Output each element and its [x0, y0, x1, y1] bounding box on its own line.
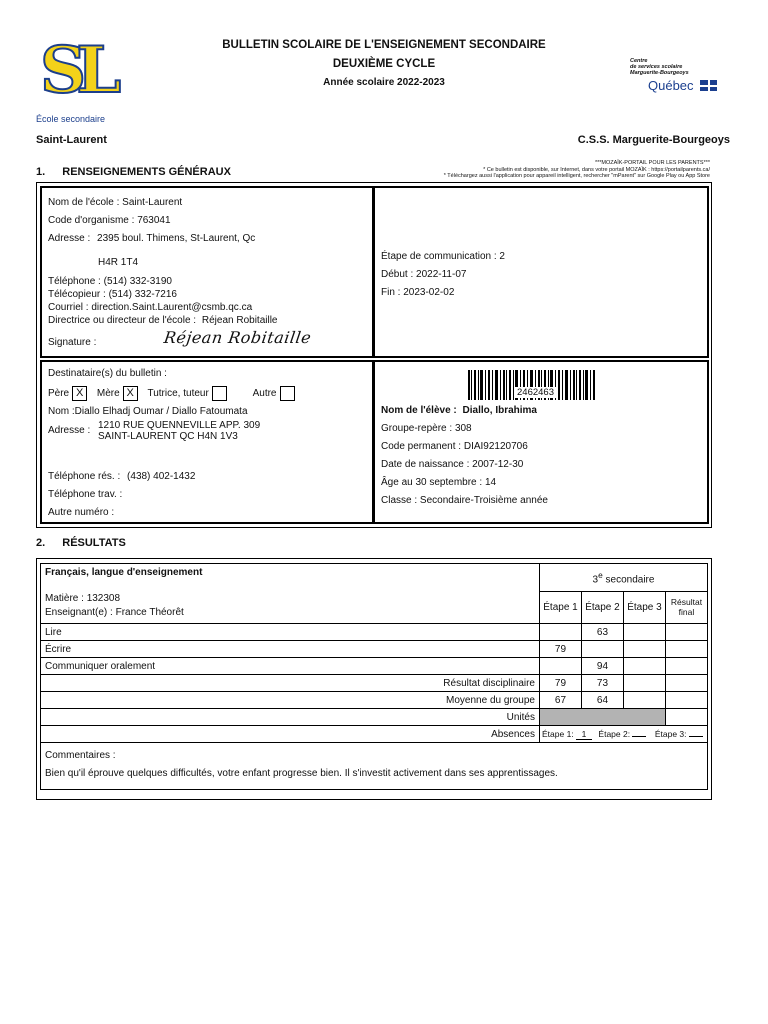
- row-final: [665, 641, 707, 658]
- comments-row: [41, 743, 708, 790]
- tutor-checkbox[interactable]: [212, 386, 227, 401]
- signature-label: Signature :: [48, 337, 97, 348]
- col-header-e2: Étape 2: [581, 591, 623, 623]
- course-row: [45, 592, 535, 606]
- school-logo: [36, 33, 136, 126]
- teacher-label: Enseignant(e) :: [45, 607, 113, 618]
- father-checkbox[interactable]: X: [72, 386, 87, 401]
- school-phone-label: Téléphone :: [48, 276, 101, 287]
- signature-handwritten: Réjean Robitaille: [162, 328, 313, 347]
- col-header-final-line1: Résultat: [670, 597, 703, 608]
- quebec-logo-line3: Marguerite-Bourgeoys: [630, 70, 689, 76]
- row-e3: [623, 658, 665, 675]
- quebec-logo-line2: de services scolaire: [630, 64, 683, 70]
- teacher-row: [45, 606, 535, 620]
- recipient-name: Diallo Elhadj Oumar / Diallo Fatoumata: [74, 406, 248, 417]
- school-phone: (514) 332-3190: [103, 276, 172, 287]
- row-e2: 63: [581, 624, 623, 641]
- section1-number: 1.: [36, 166, 46, 178]
- mother-checkbox[interactable]: X: [123, 386, 138, 401]
- end-label: Fin :: [381, 287, 401, 298]
- school-logo-caption: École secondaire: [36, 114, 106, 124]
- col-header-final: [665, 591, 707, 623]
- quebec-logo-line1: Centre: [630, 58, 648, 64]
- age-label: Âge au 30 septembre :: [381, 477, 483, 488]
- units-final: [665, 709, 707, 726]
- absences-e2: [632, 736, 646, 737]
- age-row: [381, 474, 548, 492]
- subject-cell: [41, 564, 540, 624]
- group-row: [381, 420, 548, 438]
- absences-e1-label: Étape 1:: [542, 728, 574, 739]
- recipients-box: [40, 360, 374, 524]
- recipient-name-row: [48, 406, 248, 417]
- birth-value: 2007-12-30: [472, 459, 524, 470]
- section2-title: RÉSULTATS: [62, 537, 126, 549]
- home-phone-row: [48, 468, 195, 486]
- home-phone: (438) 402-1432: [127, 471, 196, 482]
- school-code: 763041: [137, 215, 171, 226]
- table-row: [41, 624, 708, 641]
- other-checkbox[interactable]: [280, 386, 295, 401]
- row-label: Lire: [41, 624, 540, 641]
- quebec-logo: [630, 58, 725, 98]
- recipients-title: Destinataire(s) du bulletin :: [48, 368, 167, 379]
- comments-cell: [41, 743, 708, 790]
- mozaik-line3: * Téléchargez aussi l'application pour appareil intelligent, rechercher "mParent" sur Google Play ou App Store: [443, 173, 710, 179]
- row-e1: [540, 624, 582, 641]
- absences-label: Absences: [41, 726, 540, 743]
- class-label: Classe :: [381, 495, 418, 506]
- row-label: Écrire: [41, 641, 540, 658]
- other-label: Autre: [252, 388, 277, 400]
- stage-row: [381, 248, 505, 266]
- col-header-e3: Étape 3: [623, 591, 665, 623]
- summary-e1: 67: [540, 692, 582, 709]
- school-email: direction.Saint.Laurent@csmb.qc.ca: [91, 302, 253, 313]
- recipient-address-line1: 1210 RUE QUENNEVILLE APP. 309: [98, 420, 261, 431]
- absences-e1: 1: [576, 730, 592, 740]
- school-fax-row: [48, 288, 277, 301]
- table-row: [41, 641, 708, 658]
- start-value: 2022-11-07: [416, 269, 467, 280]
- comments-label: Commentaires :: [45, 750, 116, 761]
- absences-e3: [689, 736, 703, 737]
- units-label: Unités: [41, 709, 540, 726]
- school-phone-row: [48, 275, 277, 288]
- level-number: 3: [592, 574, 599, 586]
- row-e1: [540, 658, 582, 675]
- level-sup: e: [598, 569, 603, 580]
- row-e3: [623, 641, 665, 658]
- school-name-row: [48, 194, 255, 212]
- student-name: Diallo, Ibrahima: [462, 405, 537, 416]
- summary-final: [665, 692, 707, 709]
- teacher-value: France Théorêt: [115, 607, 184, 618]
- subject-name: Français, langue d'enseignement: [45, 567, 203, 578]
- stage-label: Étape de communication :: [381, 251, 497, 262]
- school-logo-letters: SL: [40, 33, 112, 108]
- row-e1: 79: [540, 641, 582, 658]
- level-cell: [540, 564, 708, 592]
- css-name: C.S.S. Marguerite-Bourgeoys: [577, 134, 730, 146]
- group-label: Groupe-repère :: [381, 423, 453, 434]
- end-value: 2023-02-02: [403, 287, 455, 298]
- mozaik-notice: [444, 160, 710, 180]
- row-label: Communiquer oralement: [41, 658, 540, 675]
- units-row: [41, 709, 708, 726]
- work-phone-label: Téléphone trav. :: [48, 489, 123, 500]
- row-e3: [623, 624, 665, 641]
- col-header-final-line2: final: [678, 607, 695, 618]
- student-box: [373, 360, 709, 524]
- school-director-label: Directrice ou directeur de l'école :: [48, 315, 197, 326]
- school-code-row: [48, 212, 255, 230]
- birth-label: Date de naissance :: [381, 459, 470, 470]
- results-subject-row: [41, 564, 708, 592]
- start-label: Début :: [381, 269, 414, 280]
- school-name-label: Nom de l'école :: [48, 197, 120, 208]
- summary-e3: [623, 675, 665, 692]
- quebec-flag-icon: [700, 80, 717, 91]
- home-phone-label: Téléphone rés. :: [48, 471, 121, 482]
- school-email-label: Courriel :: [48, 302, 89, 313]
- mozaik-line1: ***MOZAÏK-PORTAIL POUR LES PARENTS***: [594, 160, 710, 166]
- school-director-row: [48, 314, 277, 327]
- barcode: [468, 370, 596, 400]
- father-label: Père: [48, 388, 70, 400]
- recipient-address-line2: SAINT-LAURENT QC H4N 1V3: [98, 431, 238, 442]
- section2-number: 2.: [36, 537, 46, 549]
- summary-e3: [623, 692, 665, 709]
- section2-heading: [36, 537, 126, 549]
- permanent-code: DIAI92120706: [463, 441, 528, 452]
- section1-title: RENSEIGNEMENTS GÉNÉRAUX: [62, 166, 231, 178]
- school-info-box: [40, 186, 374, 358]
- school-code-label: Code d'organisme :: [48, 215, 135, 226]
- results-table: [40, 563, 708, 790]
- permanent-code-label: Code permanent :: [381, 441, 462, 452]
- recipient-address-label: Adresse :: [48, 425, 91, 436]
- communication-box: [373, 186, 709, 358]
- school-fax-label: Télécopieur :: [48, 289, 106, 300]
- summary-row: [41, 692, 708, 709]
- row-final: [665, 624, 707, 641]
- other-number-row: [48, 504, 195, 522]
- student-name-row: [381, 402, 548, 420]
- row-e2: [581, 641, 623, 658]
- school-email-row: [48, 301, 277, 314]
- mozaik-line2: * Ce bulletin est disponible, sur Internet, dans votre portail MOZAÏK : https://portailparents.ca/: [483, 166, 710, 173]
- row-e2: 94: [581, 658, 623, 675]
- summary-e2: 73: [581, 675, 623, 692]
- absences-e3-label: Étape 3:: [654, 728, 687, 739]
- bulletin-title: BULLETIN SCOLAIRE DE L'ENSEIGNEMENT SECONDAIRE: [222, 39, 546, 51]
- stage-value: 2: [499, 251, 505, 262]
- section1-heading: [36, 166, 231, 178]
- summary-label: Moyenne du groupe: [41, 692, 540, 709]
- student-name-label: Nom de l'élève :: [381, 405, 457, 416]
- table-row: [41, 658, 708, 675]
- quebec-wordmark: Québec: [648, 78, 694, 93]
- end-row: [381, 284, 505, 302]
- school-director: Réjean Robitaille: [201, 315, 278, 326]
- summary-e2: 64: [581, 692, 623, 709]
- summary-row: [41, 675, 708, 692]
- school-address-label: Adresse :: [48, 233, 91, 244]
- course-label: Matière :: [45, 593, 84, 604]
- absences-e2-label: Étape 2:: [598, 728, 631, 739]
- group-value: 308: [454, 423, 472, 434]
- class-row: [381, 492, 548, 510]
- level-text: secondaire: [605, 574, 655, 586]
- school-name: Saint-Laurent: [122, 197, 183, 208]
- recipients-checkboxes: [48, 386, 298, 401]
- recipient-name-label: Nom :: [48, 406, 75, 417]
- col-header-e1: Étape 1: [540, 591, 582, 623]
- age-value: 14: [484, 477, 497, 488]
- school-fax: (514) 332-7216: [108, 289, 177, 300]
- absences-row: [41, 726, 708, 743]
- course-value: 132308: [86, 593, 121, 604]
- school-year: Année scolaire 2022-2023: [323, 77, 445, 88]
- class-value: Secondaire-Troisième année: [419, 495, 548, 506]
- school-address-row: [48, 230, 255, 248]
- other-number-label: Autre numéro :: [48, 507, 115, 518]
- permanent-code-row: [381, 438, 548, 456]
- work-phone-row: [48, 486, 195, 504]
- tutor-label: Tutrice, tuteur: [147, 388, 209, 400]
- start-row: [381, 266, 505, 284]
- comments-text: Bien qu'il éprouve quelques difficultés, votre enfant progresse bien. Il s'investit activement dans ses apprentissages.: [45, 768, 558, 779]
- birth-row: [381, 456, 548, 474]
- school-address-line2: H4R 1T4: [98, 257, 139, 268]
- mother-label: Mère: [96, 388, 120, 400]
- school-short-name: Saint-Laurent: [36, 134, 107, 146]
- school-address-line1: 2395 boul. Thimens, St-Laurent, Qc: [97, 233, 256, 244]
- summary-label: Résultat disciplinaire: [41, 675, 540, 692]
- summary-e1: 79: [540, 675, 582, 692]
- barcode-number: 2462463: [517, 387, 554, 398]
- cycle-title: DEUXIÈME CYCLE: [332, 58, 436, 70]
- summary-final: [665, 675, 707, 692]
- absences-cell: [540, 726, 708, 743]
- units-grey-cell: [540, 709, 666, 726]
- row-final: [665, 658, 707, 675]
